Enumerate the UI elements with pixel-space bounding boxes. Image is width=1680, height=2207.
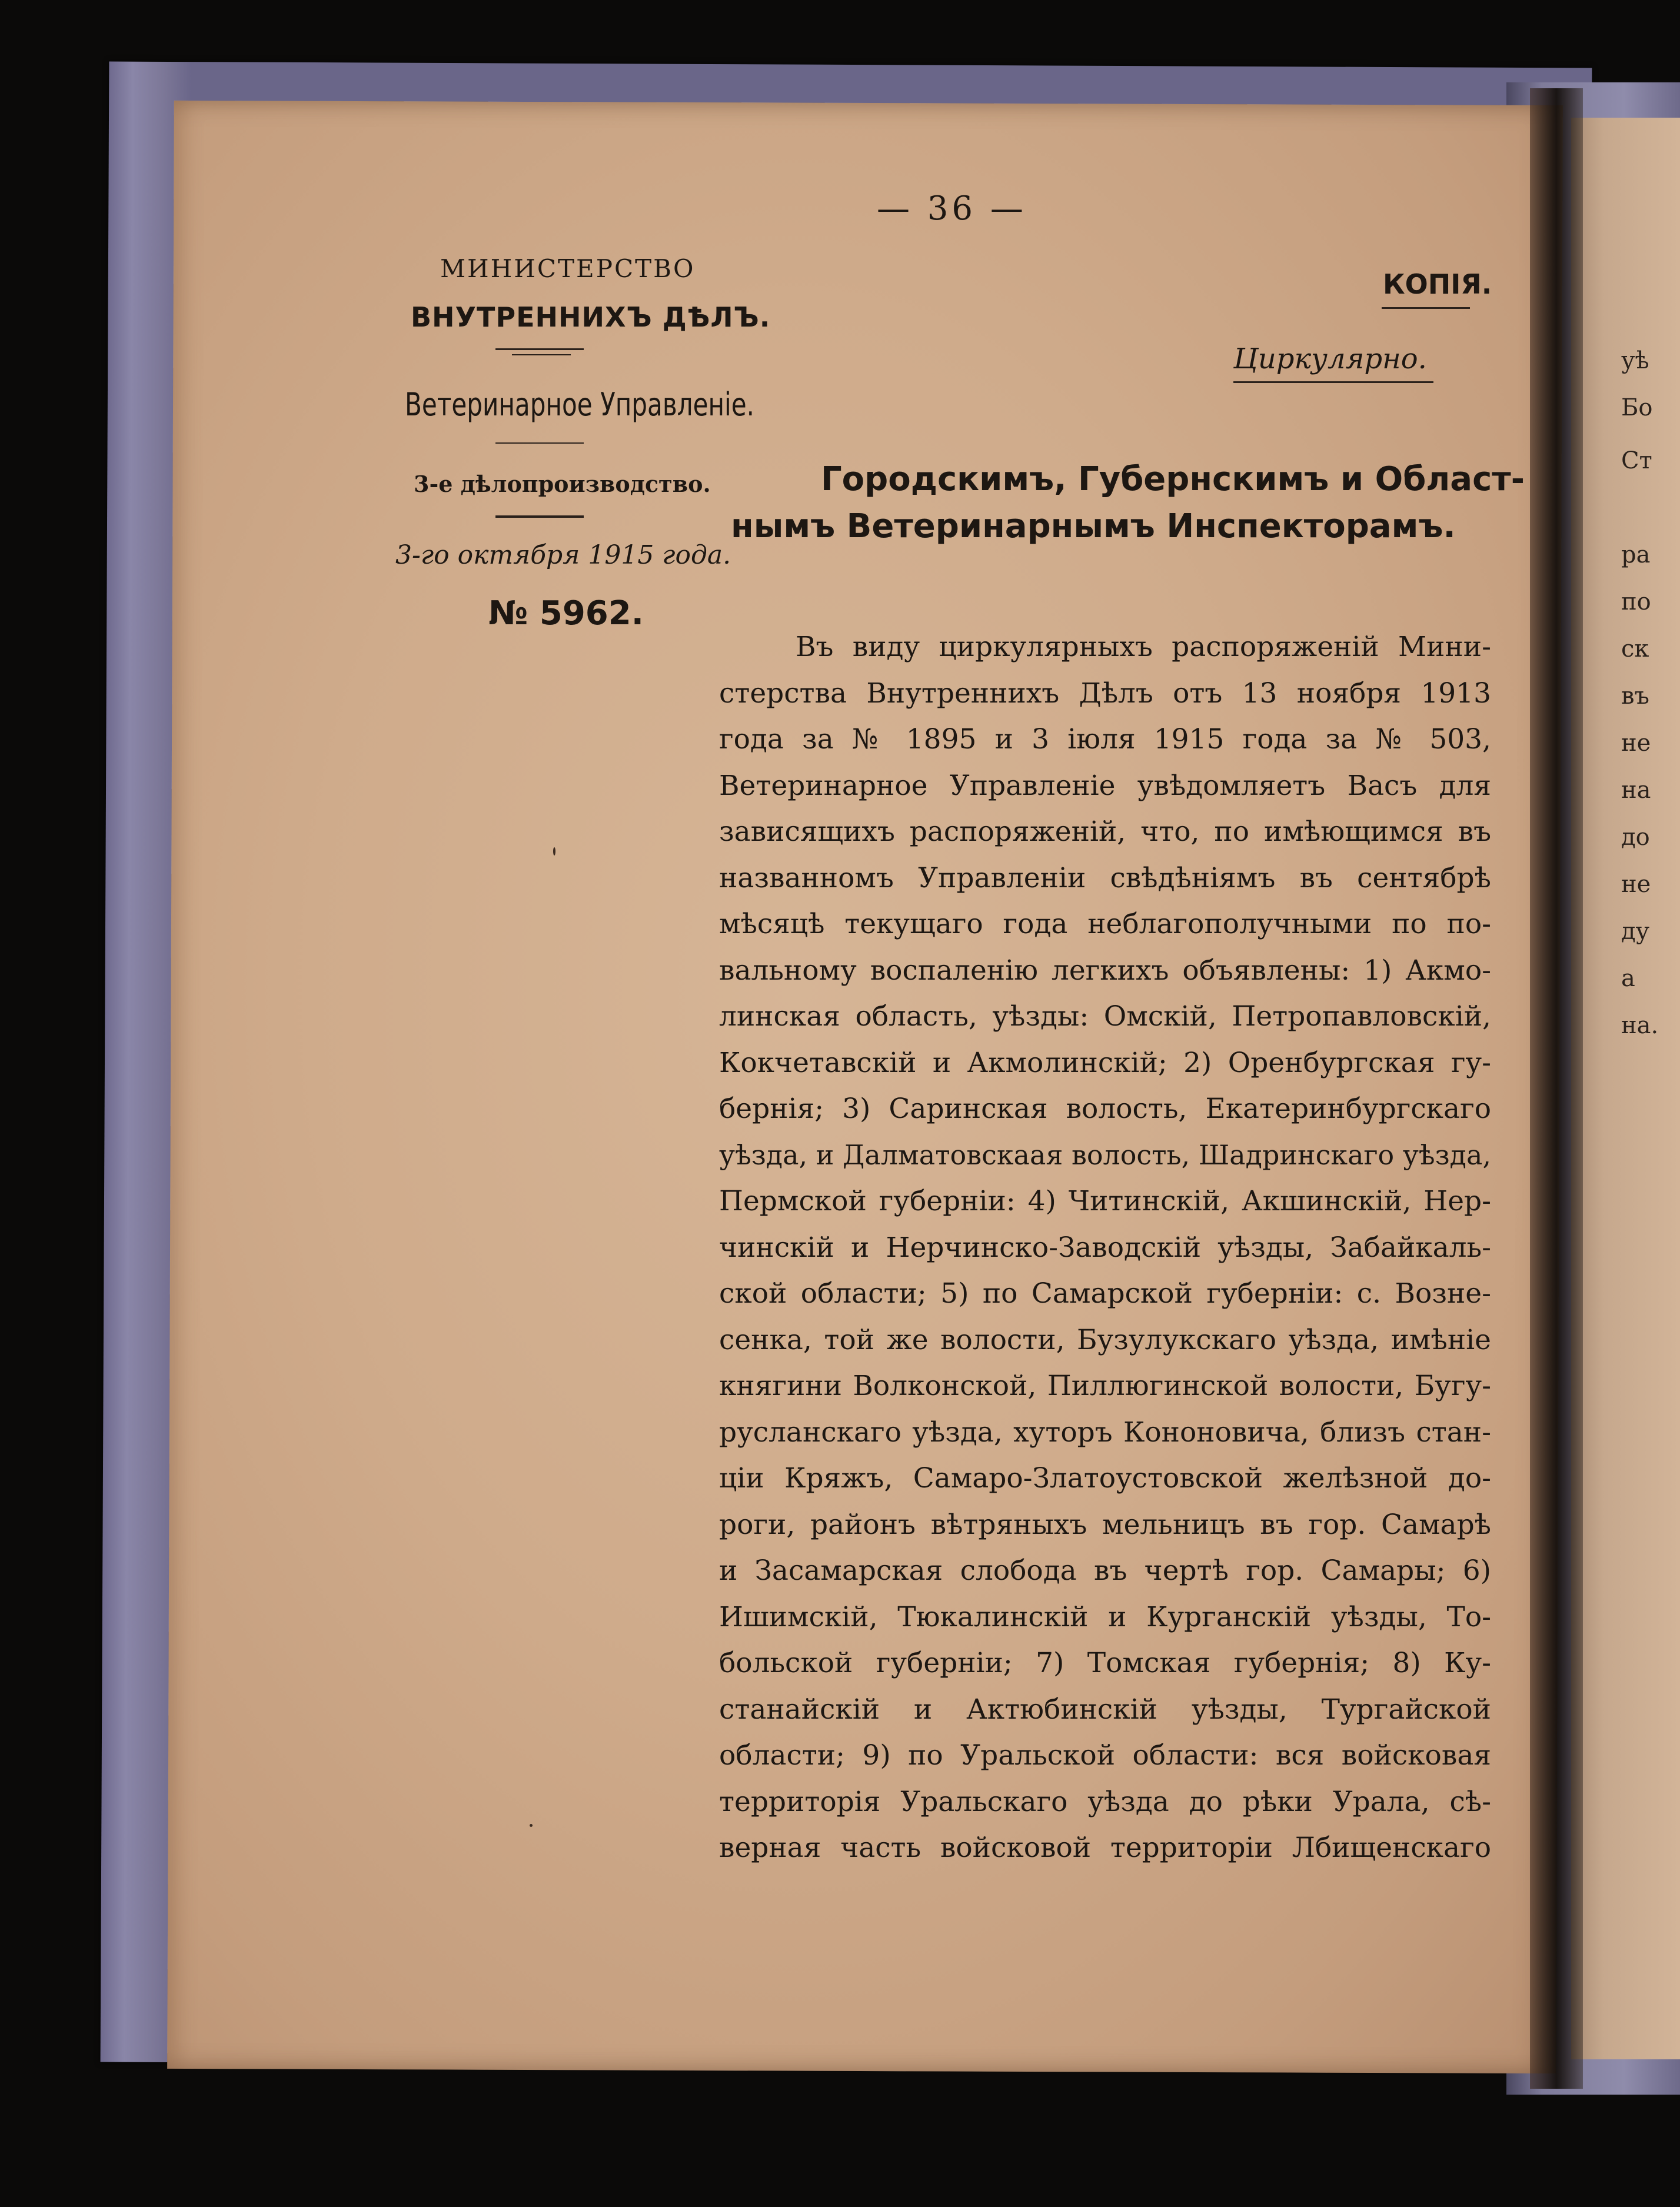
office-name: 3-е дѣлопроизводство.	[414, 471, 711, 497]
facing-page-fragment: ду	[1621, 918, 1650, 945]
paper-speck	[553, 847, 555, 855]
facing-page-fragment: ра	[1621, 541, 1651, 568]
body-line: княгини Волконской, Пиллюгинской волости, Бугу-	[719, 1370, 1491, 1402]
facing-page-fragment: Бо	[1621, 394, 1653, 421]
body-line: области; 9) по Уральской области: вся войсковая	[719, 1739, 1491, 1772]
body-line: Ветеринарное Управленіе увѣдомляетъ Васъ для	[719, 769, 1491, 802]
document-date: 3-го октября 1915 года.	[395, 540, 731, 570]
document-number: № 5962.	[488, 594, 644, 633]
facing-page-fragment: на.	[1621, 1012, 1659, 1039]
facing-page-fragment: по	[1621, 588, 1651, 615]
body-line: названномъ Управленіи свѣдѣніямъ въ сентябрѣ	[719, 861, 1491, 894]
body-line: Въ виду циркулярныхъ распоряженій Мини-	[796, 631, 1491, 663]
body-line: русланскаго уѣзда, хуторъ Кононовича, близъ стан-	[719, 1416, 1491, 1449]
body-line: роги, районъ вѣтряныхъ мельницъ въ гор. Самарѣ	[719, 1508, 1491, 1541]
body-line: Ишимскій, Тюкалинскій и Курганскій уѣзды, То-	[719, 1600, 1491, 1633]
body-line: стерства Внутреннихъ Дѣлъ отъ 13 ноября 1913	[719, 677, 1491, 710]
facing-page-fragment: до	[1621, 824, 1650, 851]
body-line: Кокчетавскій и Акмолинскій; 2) Оренбургская гу-	[719, 1046, 1491, 1079]
facing-page-fragment: въ	[1621, 683, 1649, 710]
paper-speck	[530, 1824, 533, 1827]
divider	[495, 348, 584, 350]
divider	[1233, 381, 1433, 383]
facing-page-fragment: Ст	[1621, 447, 1652, 474]
body-line: мѣсяцѣ текущаго года неблагополучными по по-	[719, 908, 1491, 940]
body-line: Пермской губерніи: 4) Читинскій, Акшинскій, Нер-	[719, 1185, 1491, 1217]
ministry-name-line1: МИНИСТЕРСТВО	[440, 254, 696, 283]
body-line: чинскій и Нерчинско-Заводскій уѣзды, Забайкаль-	[719, 1231, 1491, 1264]
body-line: больской губерніи; 7) Томская губернія; 8) Ку-	[719, 1647, 1491, 1679]
circular-label: Циркулярно.	[1233, 342, 1427, 375]
body-line: ціи Кряжъ, Самаро-Златоустовской желѣзной до-	[719, 1462, 1491, 1494]
body-line: линская область, уѣзды: Омскій, Петропавловскій,	[719, 1000, 1491, 1033]
document-page	[167, 101, 1563, 2073]
body-line: станайскій и Актюбинскій уѣзды, Тургайской	[719, 1693, 1491, 1726]
addressee-heading-line2: нымъ Ветеринарнымъ Инспекторамъ.	[731, 507, 1456, 545]
facing-page-fragment: не	[1621, 871, 1651, 898]
ministry-name-line2: ВНУТРЕННИХЪ ДѢЛЪ.	[411, 301, 771, 333]
divider	[495, 515, 584, 518]
body-line: и Засамарская слобода въ чертѣ гор. Самары; 6)	[719, 1554, 1491, 1587]
copy-label: КОПІЯ.	[1383, 268, 1492, 300]
divider	[1382, 307, 1470, 309]
body-line: года за № 1895 и 3 іюля 1915 года за № 503,	[719, 723, 1491, 755]
facing-page-fragment: на	[1621, 777, 1651, 804]
body-line: уѣзда, и Далматовскаая волость, Шадринскаго уѣзда,	[719, 1139, 1491, 1171]
directorate-name: Ветеринарное Управленіе.	[405, 386, 755, 423]
body-line: зависящихъ распоряженій, что, по имѣющимся въ	[719, 815, 1491, 848]
body-line: ской области; 5) по Самарской губерніи: с. Возне-	[719, 1277, 1491, 1310]
body-line: бернія; 3) Саринская волость, Екатеринбургскаго	[719, 1093, 1491, 1125]
addressee-heading-line1: Городскимъ, Губернскимъ и Област-	[821, 460, 1525, 498]
facing-page-fragment: ск	[1621, 635, 1649, 663]
body-line: верная часть войсковой территоріи Лбищенскаго	[719, 1832, 1491, 1864]
body-line: вальному воспаленію легкихъ объявлены: 1) Акмо-	[719, 954, 1491, 987]
body-line: территорія Уральскаго уѣзда до рѣки Урала, сѣ-	[719, 1785, 1491, 1818]
divider	[512, 354, 571, 355]
divider	[495, 442, 584, 444]
body-line: сенка, той же волости, Бузулукскаго уѣзда, имѣніе	[719, 1323, 1491, 1356]
page-number: — 36 —	[877, 189, 1027, 228]
facing-page-fragment: не	[1621, 730, 1651, 757]
facing-page-fragment: уѣ	[1621, 347, 1649, 374]
book-gutter	[1530, 88, 1583, 2089]
facing-page-fragment: а	[1621, 965, 1635, 992]
